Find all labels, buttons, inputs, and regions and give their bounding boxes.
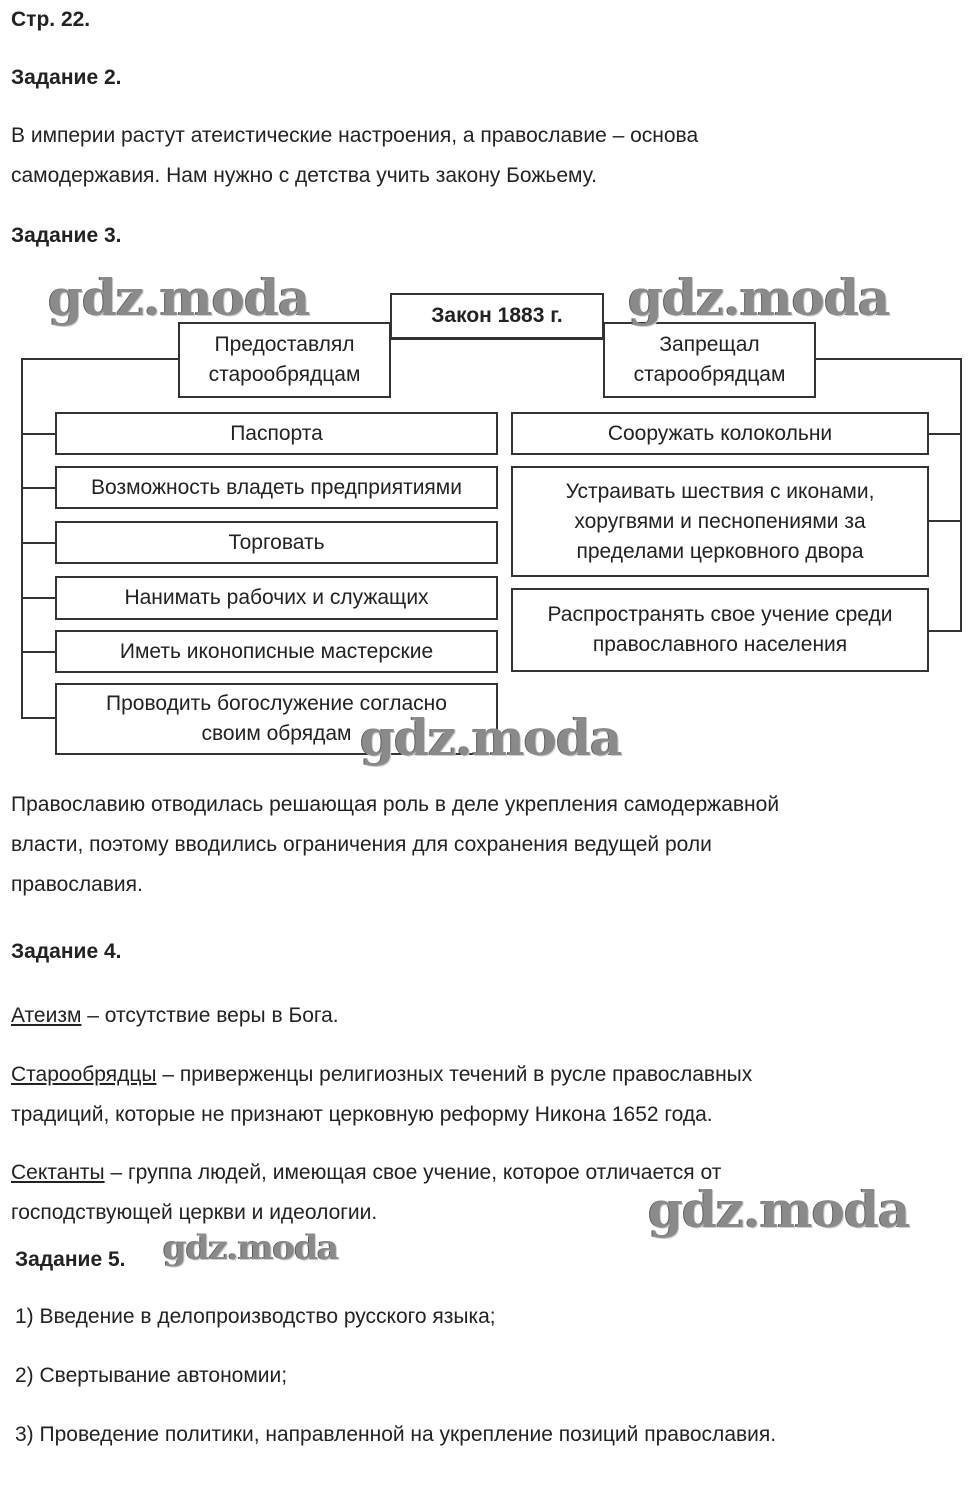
term-word: Старообрядцы <box>11 1063 157 1086</box>
left-title-line: Предоставлял <box>214 333 355 356</box>
left-title-box <box>178 322 391 398</box>
left-item-text: Иметь иконописные мастерские <box>119 639 434 663</box>
root-label: Закон 1883 г. <box>431 304 563 327</box>
right-item-box <box>511 412 929 455</box>
task3-conclusion <box>11 785 779 905</box>
task5-heading: Задание 5. <box>15 1248 126 1271</box>
left-top-connector <box>21 358 179 360</box>
task3-heading: Задание 3. <box>11 224 122 247</box>
term-definition: традиций, которые не признают церковную реформу Никона 1652 года. <box>11 1103 713 1126</box>
left-title-line: старообрядцам <box>208 363 361 386</box>
right-top-connector <box>814 358 962 360</box>
left-branch <box>21 597 56 599</box>
conclusion-line: власти, поэтому вводились ограничения для сохранения ведущей роли <box>11 833 712 856</box>
left-item-text: Проводить богослужение согласно <box>106 692 447 715</box>
watermark-logo: gdz.moda <box>648 1180 910 1239</box>
right-item-text: православного населения <box>592 633 848 656</box>
watermark-logo: gdz.moda <box>628 268 890 327</box>
conclusion-line: православия. <box>11 873 143 896</box>
right-branch <box>928 520 962 522</box>
term-definition: – приверженцы религиозных течений в русле православных <box>156 1063 753 1086</box>
left-branch <box>21 717 56 719</box>
right-item-text: хоругвями и песнопениями за <box>574 509 866 533</box>
task4-heading: Задание 4. <box>11 940 122 963</box>
right-branch <box>928 433 962 435</box>
left-item-box <box>55 630 498 673</box>
task2-heading: Задание 2. <box>11 66 122 89</box>
task5-item: 1) Введение в делопроизводство русского языка; <box>15 1305 496 1328</box>
right-item-text: Сооружать колокольни <box>607 421 833 445</box>
watermark-logo: gdz.moda <box>360 708 622 767</box>
right-spine <box>960 358 962 632</box>
task5-item: 2) Свертывание автономии; <box>15 1364 288 1387</box>
conclusion-line: Православию отводилась решающая роль в деле укрепления самодержавной <box>11 793 780 816</box>
left-item-box <box>55 576 498 620</box>
right-item-text: Устраивать шествия с иконами, <box>565 479 875 503</box>
left-item-text: Паспорта <box>230 421 323 445</box>
left-branch <box>21 651 56 653</box>
right-item-text: пределами церковного двора <box>576 539 864 563</box>
term-sectarians <box>11 1153 721 1233</box>
right-item-box <box>511 466 929 577</box>
term-atheism <box>11 996 339 1036</box>
left-item-text: своим обрядам <box>201 722 352 745</box>
left-item-box <box>55 466 498 509</box>
term-word: Атеизм <box>11 1004 82 1027</box>
term-old-believers <box>11 1055 752 1135</box>
left-spine <box>21 358 23 719</box>
task2-line: В империи растут атеистические настроения, а православие – основа <box>11 124 699 147</box>
left-item-text: Возможность владеть предприятиями <box>91 475 462 499</box>
left-item-text: Торговать <box>228 530 325 554</box>
right-title-line: Запрещал <box>659 333 760 356</box>
left-item-box <box>55 412 498 455</box>
right-item-text: Распространять свое учение среди <box>547 603 893 626</box>
task2-line: самодержавия. Нам нужно с детства учить закону Божьему. <box>11 164 597 187</box>
left-branch <box>21 433 56 435</box>
term-definition: – отсутствие веры в Бога. <box>81 1004 339 1027</box>
root-box <box>390 293 604 339</box>
term-definition: – группа людей, имеющая свое учение, которое отличается от <box>104 1161 722 1184</box>
left-branch <box>21 487 56 489</box>
right-branch <box>928 630 962 632</box>
right-item-box <box>511 588 929 672</box>
left-item-box <box>55 521 498 564</box>
page-label: Стр. 22. <box>11 8 91 31</box>
term-word: Сектанты <box>11 1161 105 1184</box>
watermark-logo: gdz.moda <box>163 1228 339 1268</box>
task2-text <box>11 116 698 196</box>
right-title-box <box>603 322 816 398</box>
left-item-text: Нанимать рабочих и служащих <box>124 586 429 609</box>
watermark-logo: gdz.moda <box>48 268 310 327</box>
term-definition: господствующей церкви и идеологии. <box>11 1201 378 1224</box>
left-branch <box>21 542 56 544</box>
task5-item: 3) Проведение политики, направленной на укрепление позиций православия. <box>15 1423 777 1446</box>
right-title-line: старообрядцам <box>633 363 786 386</box>
